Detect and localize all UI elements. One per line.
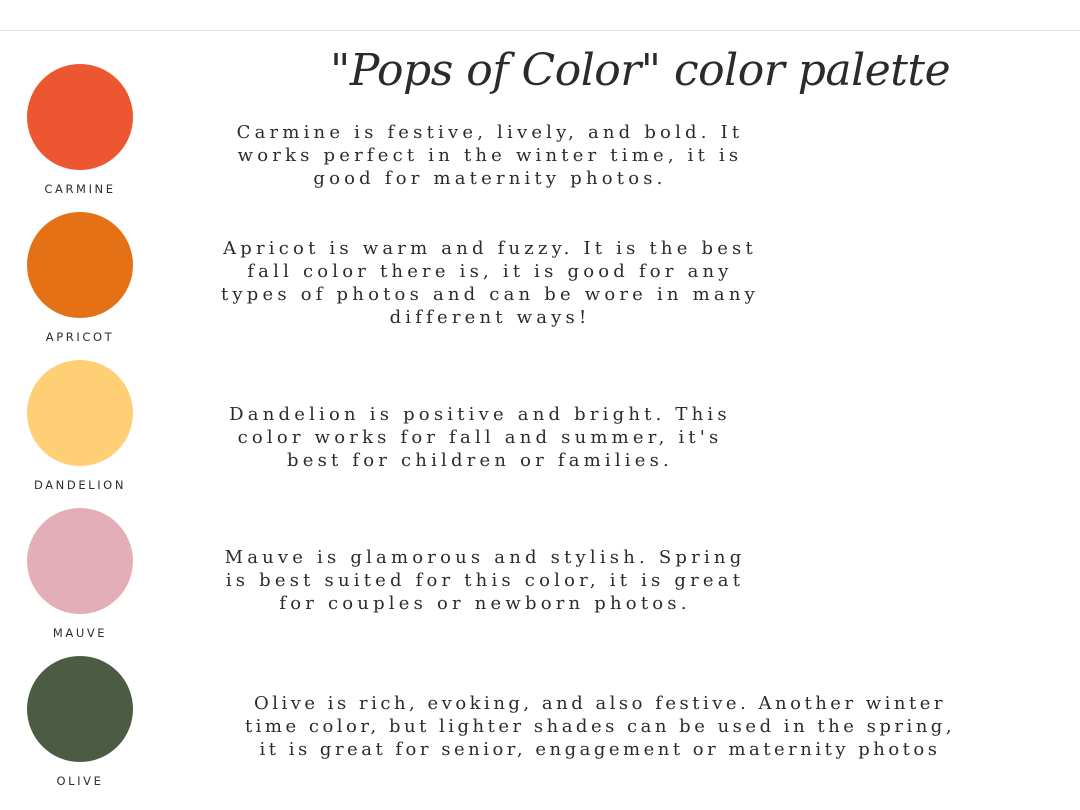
mauve-description-line: is best suited for this color, it is great <box>225 570 745 591</box>
olive-description-line: Olive is rich, evoking, and also festive. Another winter <box>253 693 947 714</box>
apricot-description-line: Apricot is warm and fuzzy. It is the best <box>223 238 757 259</box>
olive-description <box>160 692 1040 761</box>
carmine-label: CARMINE <box>44 182 116 196</box>
dandelion-label: DANDELION <box>33 478 127 492</box>
mauve-description-line: Mauve is glamorous and stylish. Spring <box>224 547 746 568</box>
apricot-label: APRICOT <box>45 330 115 344</box>
mauve-swatch <box>27 508 133 614</box>
olive-description-line: time color, but lighter shades can be used in the spring, <box>244 716 956 737</box>
apricot-description-line: fall color there is, it is good for any <box>247 261 733 282</box>
dandelion-description-line: Dandelion is positive and bright. This <box>229 404 731 425</box>
apricot-swatch <box>27 212 133 318</box>
dandelion-swatch <box>27 360 133 466</box>
olive-swatch <box>27 656 133 762</box>
dandelion-description-line: color works for fall and summer, it's <box>237 427 723 448</box>
carmine-description <box>180 121 800 190</box>
carmine-description-line: Carmine is festive, lively, and bold. It <box>236 122 744 143</box>
apricot-description-line: different ways! <box>389 307 591 328</box>
mauve-label: MAUVE <box>52 626 108 640</box>
mauve-description-line: for couples or newborn photos. <box>279 593 691 614</box>
carmine-description-line: good for maternity photos. <box>313 168 667 189</box>
dandelion-description <box>180 403 780 472</box>
dandelion-description-line: best for children or families. <box>287 450 673 471</box>
carmine-swatch <box>27 64 133 170</box>
apricot-description-line: types of photos and can be wore in many <box>221 284 759 305</box>
apricot-description <box>170 237 810 329</box>
page-title: "Pops of Color" color palette <box>330 45 951 96</box>
olive-description-line: it is great for senior, engagement or maternity photos <box>259 739 941 760</box>
top-divider <box>0 30 1080 31</box>
mauve-description <box>175 546 795 615</box>
olive-label: OLIVE <box>56 774 104 788</box>
carmine-description-line: works perfect in the winter time, it is <box>237 145 743 166</box>
